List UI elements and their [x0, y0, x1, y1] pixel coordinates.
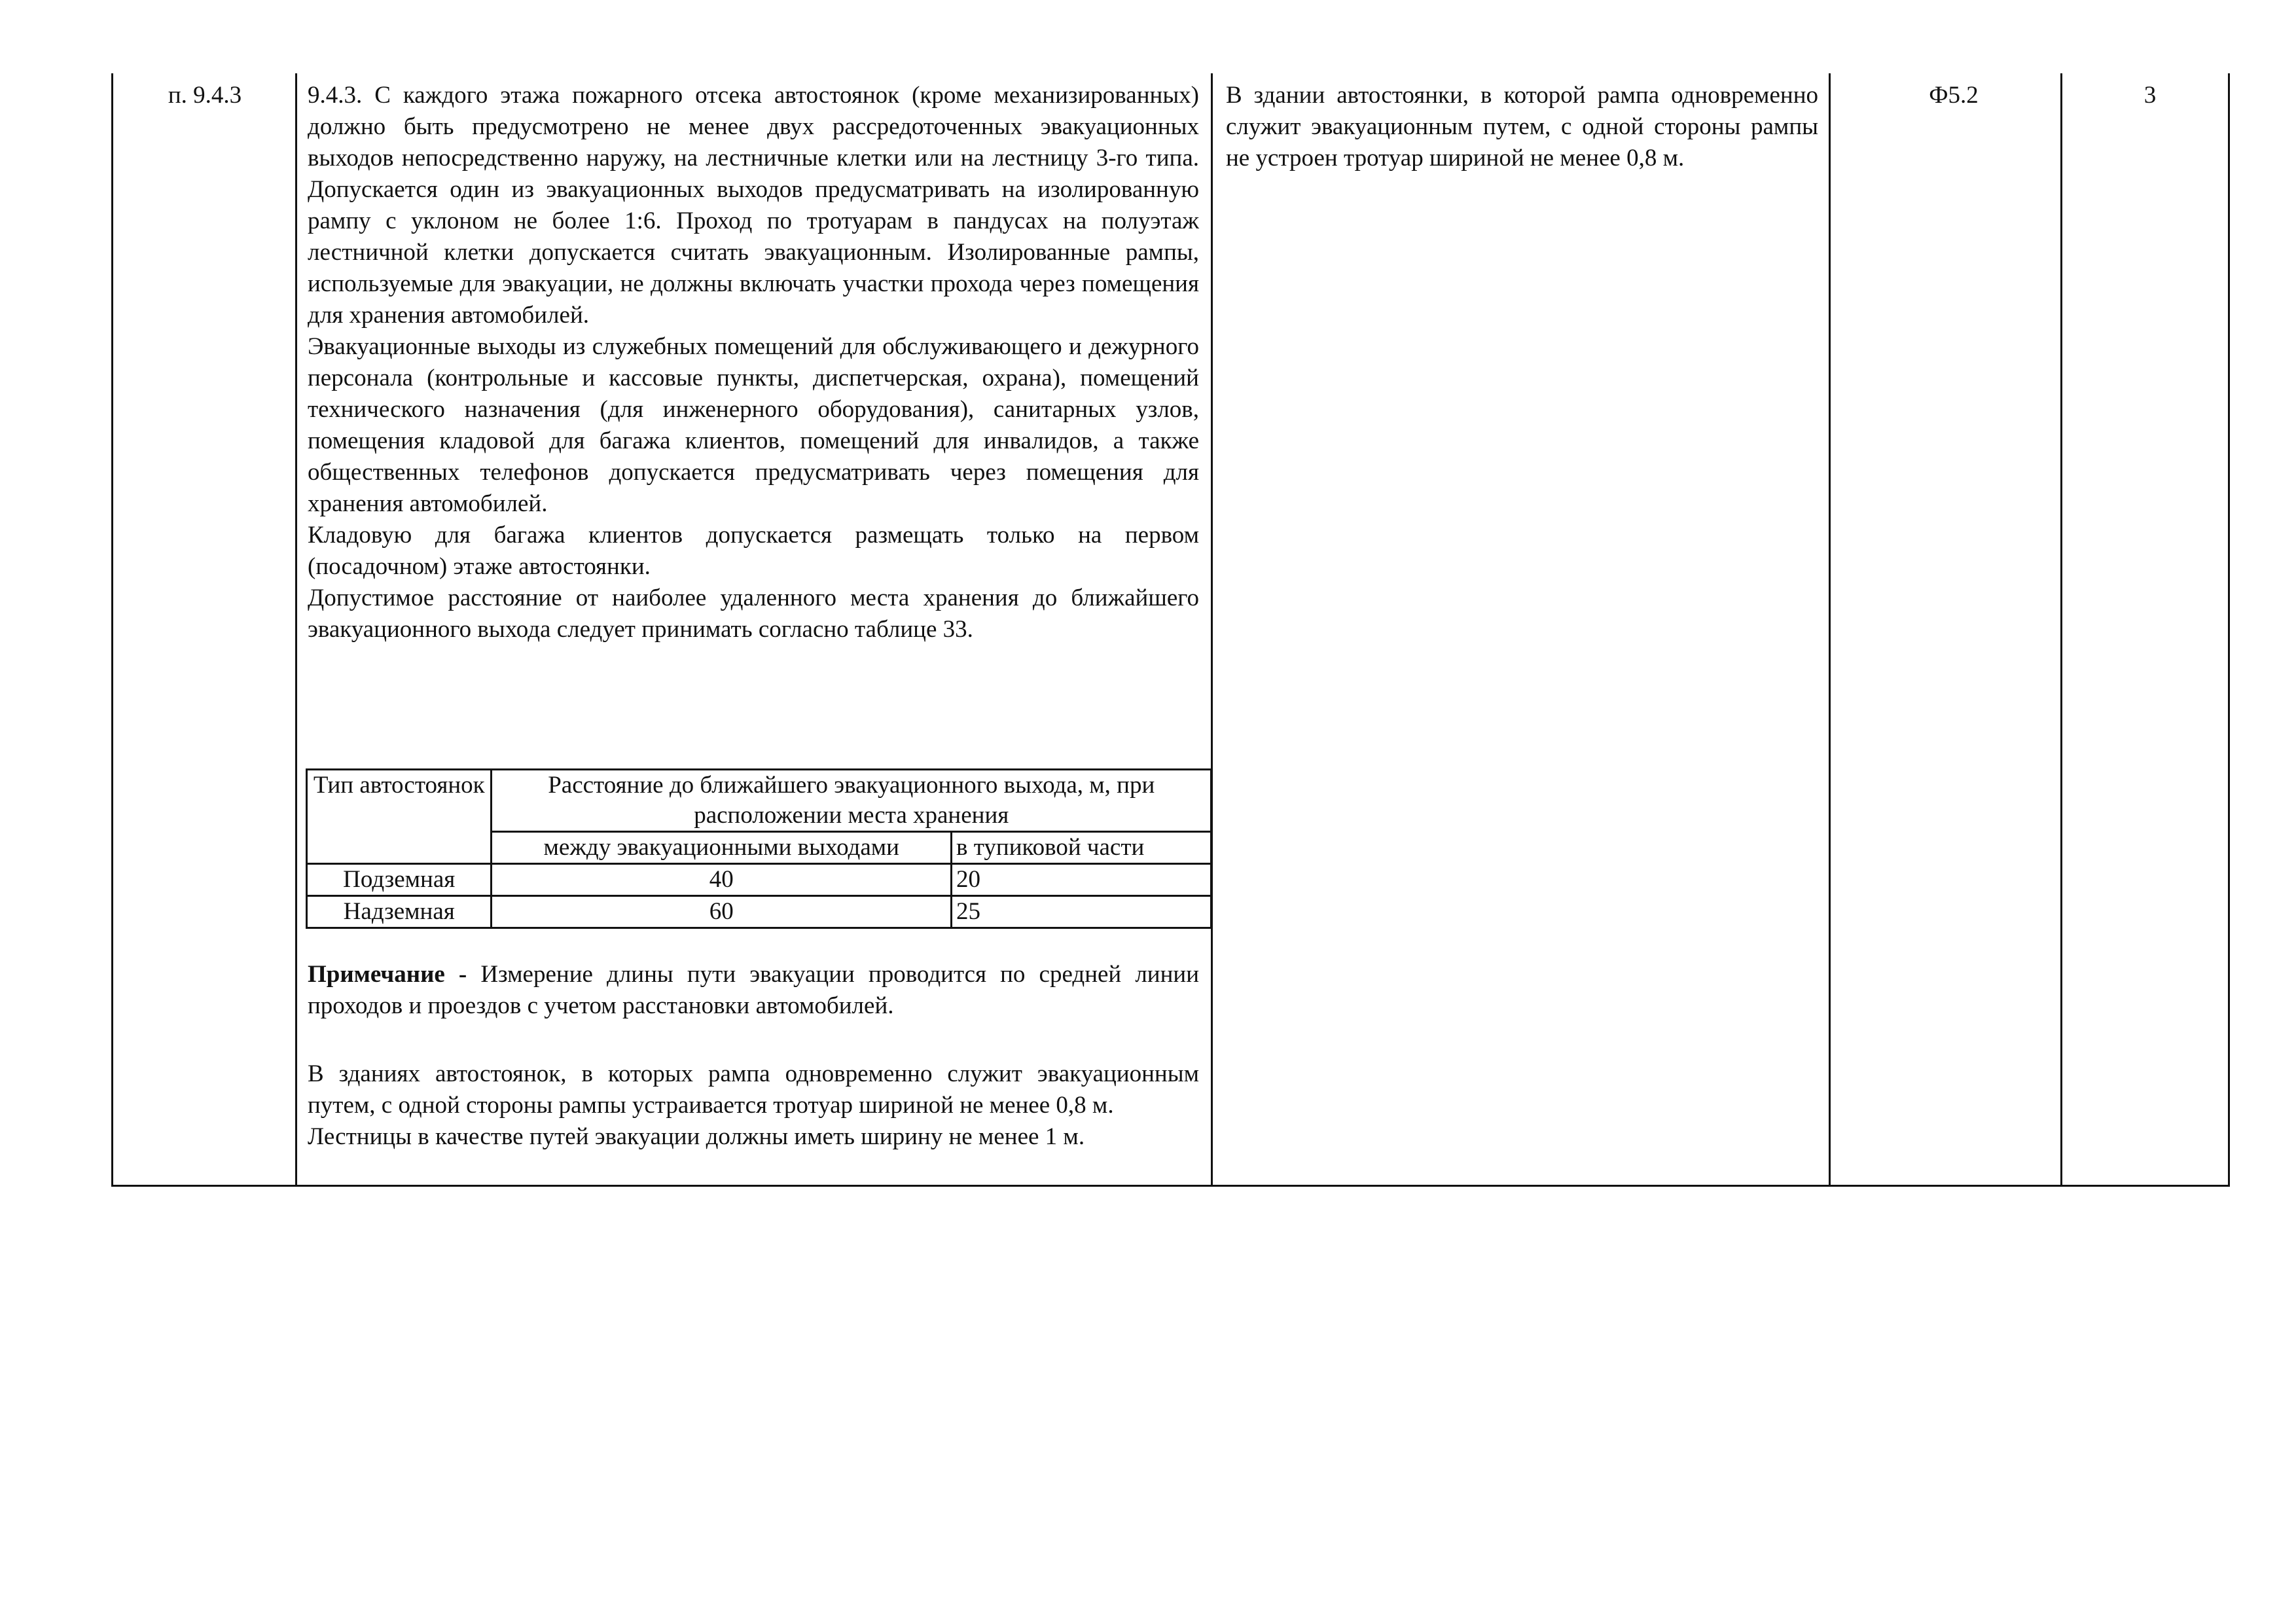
note-block: [308, 959, 1199, 1022]
requirement-paragraph-3: Кладовую для багажа клиентов допускается размещать только на первом (посадочном) этаже автостоянки.: [308, 522, 1199, 580]
column-divider-3: [1829, 73, 1831, 1186]
header-dead-end: в тупиковой части: [952, 832, 1211, 864]
class-text: Ф5.2: [1929, 82, 1979, 109]
requirement-paragraph-1: 9.4.3. С каждого этажа пожарного отсека автостоянок (кроме механизированных) должно быть предусмотрено не менее двух рассредоточенных эвакуационных выходов непосредственно наружу, на лестничные клетки или на лестницу 3-го типа. Допускается один из эвакуационных выходов предусматривать на изолированную рампу с уклоном не более 1:6. Проход по тротуарам в пандусах на полуэтаж лестничной клетки допускается считать эвакуационным. Изолированные рампы, используемые для эвакуации, не должны включать участки прохода через помещения для хранения автомобилей.: [308, 82, 1199, 329]
category-text: 3: [2144, 82, 2157, 109]
column-divider-4: [2060, 73, 2062, 1186]
table-border-right: [2228, 73, 2230, 1186]
ramp-paragraph: В зданиях автостоянок, в которых рампа одновременно служит эвакуационным путем, с одной стороны рампы устраивается тротуар шириной не менее 0,8 м.: [308, 1060, 1199, 1119]
category-cell: [2072, 73, 2229, 111]
note-label: Примечание -: [308, 961, 467, 988]
distance-table: [306, 768, 1212, 929]
reference-text: п. 9.4.3: [168, 82, 242, 109]
header-distance-group: Расстояние до ближайшего эвакуационного выхода, м, при расположении места хранения: [492, 770, 1211, 832]
header-between-exits: между эвакуационными выходами: [492, 832, 952, 864]
table-row: [307, 896, 1211, 928]
row-deadend: 20: [952, 864, 1211, 896]
requirement-paragraph-4: Допустимое расстояние от наиболее удаленного места хранения до ближайшего эвакуационного выхода следует принимать согласно таблице 33.: [308, 585, 1199, 643]
row-type: Надземная: [307, 896, 492, 928]
violation-text: В здании автостоянки, в которой рампа одновременно служит эвакуационным путем, с одной стороны рампы не устроен тротуар шириной не менее 0,8 м.: [1226, 82, 1818, 171]
class-cell: [1839, 73, 2068, 111]
requirement-paragraph-2: Эвакуационные выходы из служебных помещений для обслуживающего и дежурного персонала (контрольные и кассовые пункты, диспетчерская, охрана), помещений технического назначения (для инженерного оборудования), санитарных узлов, помещения кладовой для багажа клиентов, помещений для инвалидов, а также общественных телефонов допускается предусматривать через помещения для хранения автомобилей.: [308, 333, 1199, 517]
note-text: Измерение длины пути эвакуации проводится по средней линии проходов и проездов с учетом расстановки автомобилей.: [308, 961, 1199, 1019]
table-border-bottom: [111, 1185, 2230, 1187]
row-type: Подземная: [307, 864, 492, 896]
distance-table-wrap: [306, 768, 1212, 937]
requirement-cell: [308, 73, 1199, 645]
stairs-paragraph: Лестницы в качестве путей эвакуации должны иметь ширину не менее 1 м.: [308, 1123, 1085, 1150]
table-row: [307, 864, 1211, 896]
header-type: Тип автостоянок: [307, 770, 492, 864]
row-between: 60: [492, 896, 952, 928]
row-deadend: 25: [952, 896, 1211, 928]
column-divider-2: [1211, 73, 1213, 1186]
column-divider-1: [295, 73, 297, 1186]
table-border-left: [111, 73, 113, 1186]
row-between: 40: [492, 864, 952, 896]
ramp-paragraph-block: [308, 1058, 1199, 1153]
violation-cell: [1226, 73, 1818, 174]
reference-cell: [113, 73, 296, 111]
